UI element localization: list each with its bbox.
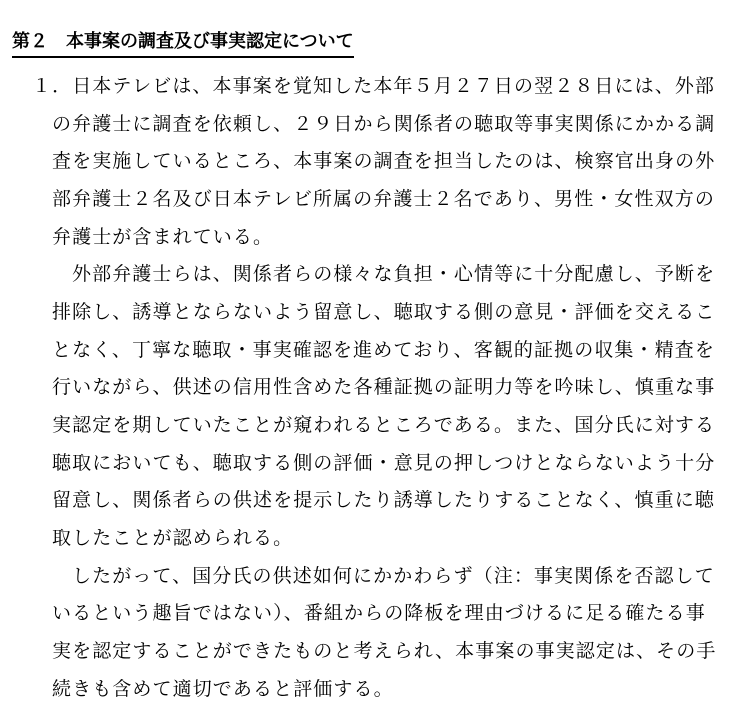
section-heading bbox=[12, 30, 354, 58]
paragraph-line: 査を実施しているところ、本事案の調査を担当したのは、検察官出身の外 bbox=[52, 150, 716, 172]
paragraph-line: 取したことが認められる。 bbox=[52, 527, 294, 549]
paragraph-line: したがって、国分氏の供述如何にかかわらず（注：事実関係を否認して bbox=[72, 565, 715, 587]
paragraph-line: 留意し、関係者らの供述を提示したり誘導したりすることなく、慎重に聴 bbox=[52, 489, 715, 511]
paragraph-line: 実認定を期していたことが窺われるところである。また、国分氏に対する bbox=[52, 414, 716, 436]
paragraph-line: 排除し、誘導とならないよう留意し、聴取する側の意見・評価を交えるこ bbox=[52, 301, 716, 323]
paragraph-line: 部弁護士２名及び日本テレビ所属の弁護士２名であり、男性・女性双方の bbox=[52, 188, 715, 210]
paragraph-line: １．日本テレビは、本事案を覚知した本年５月２７日の翌２８日には、外部 bbox=[32, 75, 716, 97]
section-number: 第２ bbox=[12, 31, 48, 52]
paragraph-line: となく、丁寧な聴取・事実確認を進めており、客観的証拠の収集・精査を bbox=[52, 339, 715, 361]
paragraph-line: 実を認定することができたものと考えられ、本事案の事実認定は、その手 bbox=[52, 640, 717, 662]
paragraph-line: 弁護士が含まれている。 bbox=[52, 226, 274, 248]
section-title: 本事案の調査及び事実認定について bbox=[66, 31, 354, 52]
paragraph-line: 行いながら、供述の信用性含めた各種証拠の証明力等を吟味し、慎重な事 bbox=[52, 376, 716, 398]
paragraph-line: の弁護士に調査を依頼し、２９日から関係者の聴取等事実関係にかかる調 bbox=[52, 113, 716, 135]
paragraph-line: いるという趣旨ではない）、番組からの降板を理由づけるに足る確たる事 bbox=[52, 602, 706, 624]
paragraph-line: 外部弁護士らは、関係者らの様々な負担・心情等に十分配慮し、予断を bbox=[72, 263, 716, 285]
paragraph-line: 聴取においても、聴取する側の評価・意見の押しつけとならないよう十分 bbox=[52, 452, 716, 474]
paragraph-line: 続きも含めて適切であると評価する。 bbox=[52, 678, 394, 700]
